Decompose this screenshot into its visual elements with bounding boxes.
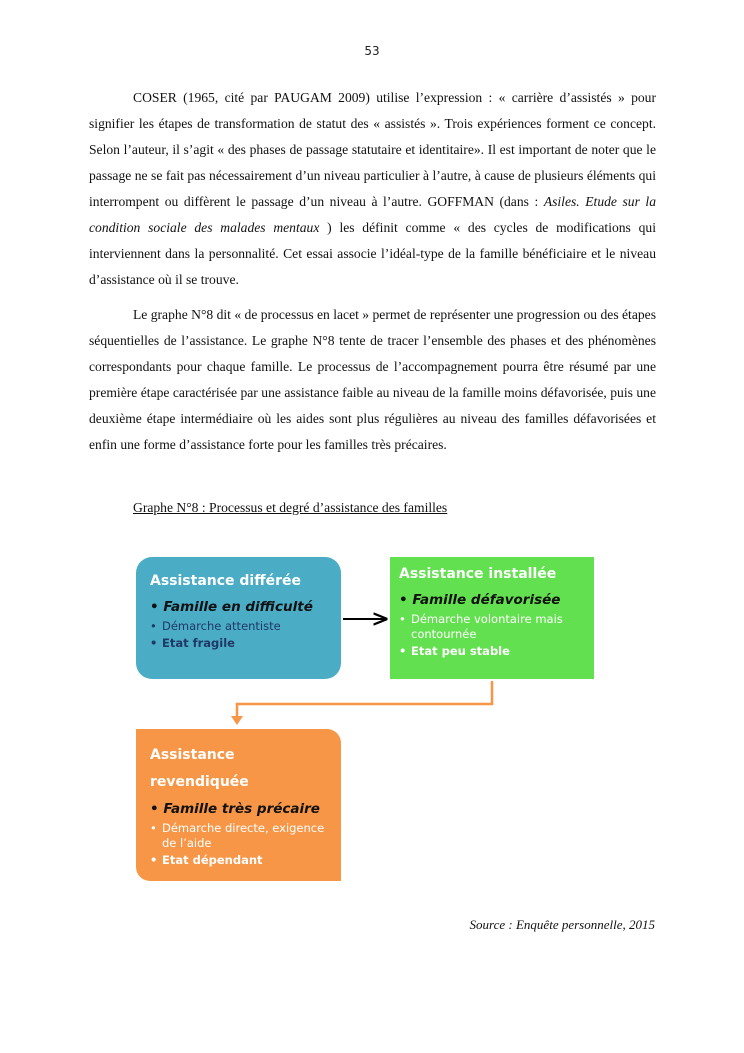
- box1-title: Assistance différée: [150, 573, 301, 589]
- connector-arrowhead: [231, 716, 243, 725]
- page-number: 53: [364, 44, 380, 58]
- source-note: Source : Enquête personnelle, 2015: [469, 917, 655, 932]
- box3-item-1: • Démarche directe, exigence de l’aide: [150, 821, 327, 851]
- book-title: Asiles. Etude sur la condition sociale des malades mentaux: [89, 194, 656, 235]
- box3-family: • Famille très précaire: [150, 801, 320, 817]
- box3-title-line1: Assistance: [150, 747, 235, 763]
- box2-item-2: • Etat peu stable: [399, 644, 585, 659]
- box2-title: Assistance installée: [399, 566, 557, 582]
- paragraph-1-text-a: COSER (1965, cité par PAUGAM 2009) utilise l’expression : « carrière d’assistés » pour signifier les étapes de transformation de statut des « assistés ». Trois expériences forment ce concept. Selon l’auteur, il s’agit « des phases de passage statutaire et identitaire». Il est important de noter que le passage ne se fait pas nécessairement d’un niveau particulier à l’autre, à cause de plusieurs éléments qui interrompent ou diffèrent le passage d’un niveau à l’autre. GOFFMAN (dans :: [89, 90, 656, 209]
- box1-item-2: • Etat fragile: [150, 636, 327, 651]
- box2-family: • Famille défavorisée: [399, 592, 561, 608]
- box1-family: • Famille en difficulté: [150, 599, 313, 615]
- paragraph-2-text: Le graphe N°8 dit « de processus en lacet » permet de représenter une progression ou des étapes séquentielles de l’assistance. Le graphe N°8 tente de tracer l’ensemble des phases et des phénomènes correspondants pour chaque famille. Le processus de l’accompagnement pourra être résumé par une première étape caractérisée par une assistance faible au niveau de la famille moins défavorisée, puis une deuxième étape intermédiaire où les aides sont plus régulières au niveau des familles défavorisées et enfin une forme d’assistance forte pour les familles très précaires.: [89, 307, 656, 452]
- paragraph-1-text-b: ) les définit comme « des cycles de modifications qui interviennent dans la personnalité. Cet essai associe l’idéal-type de la famille bénéficiaire et le niveau d’assistance où il se trouve.: [89, 220, 656, 287]
- box3-item-2: • Etat dépendant: [150, 853, 327, 868]
- box1-item-1: • Démarche attentiste: [150, 619, 327, 634]
- box3-title-line2: revendiquée: [150, 774, 249, 790]
- figure-caption: Graphe N°8 : Processus et degré d’assistance des familles: [133, 500, 448, 515]
- box2-item-1: • Démarche volontaire mais contournée: [399, 612, 585, 642]
- box-assistance-installee: [390, 557, 594, 679]
- box-assistance-differee: [136, 557, 341, 679]
- box-assistance-revendiquee: [136, 729, 341, 881]
- connector-box2-to-box3: [237, 681, 492, 718]
